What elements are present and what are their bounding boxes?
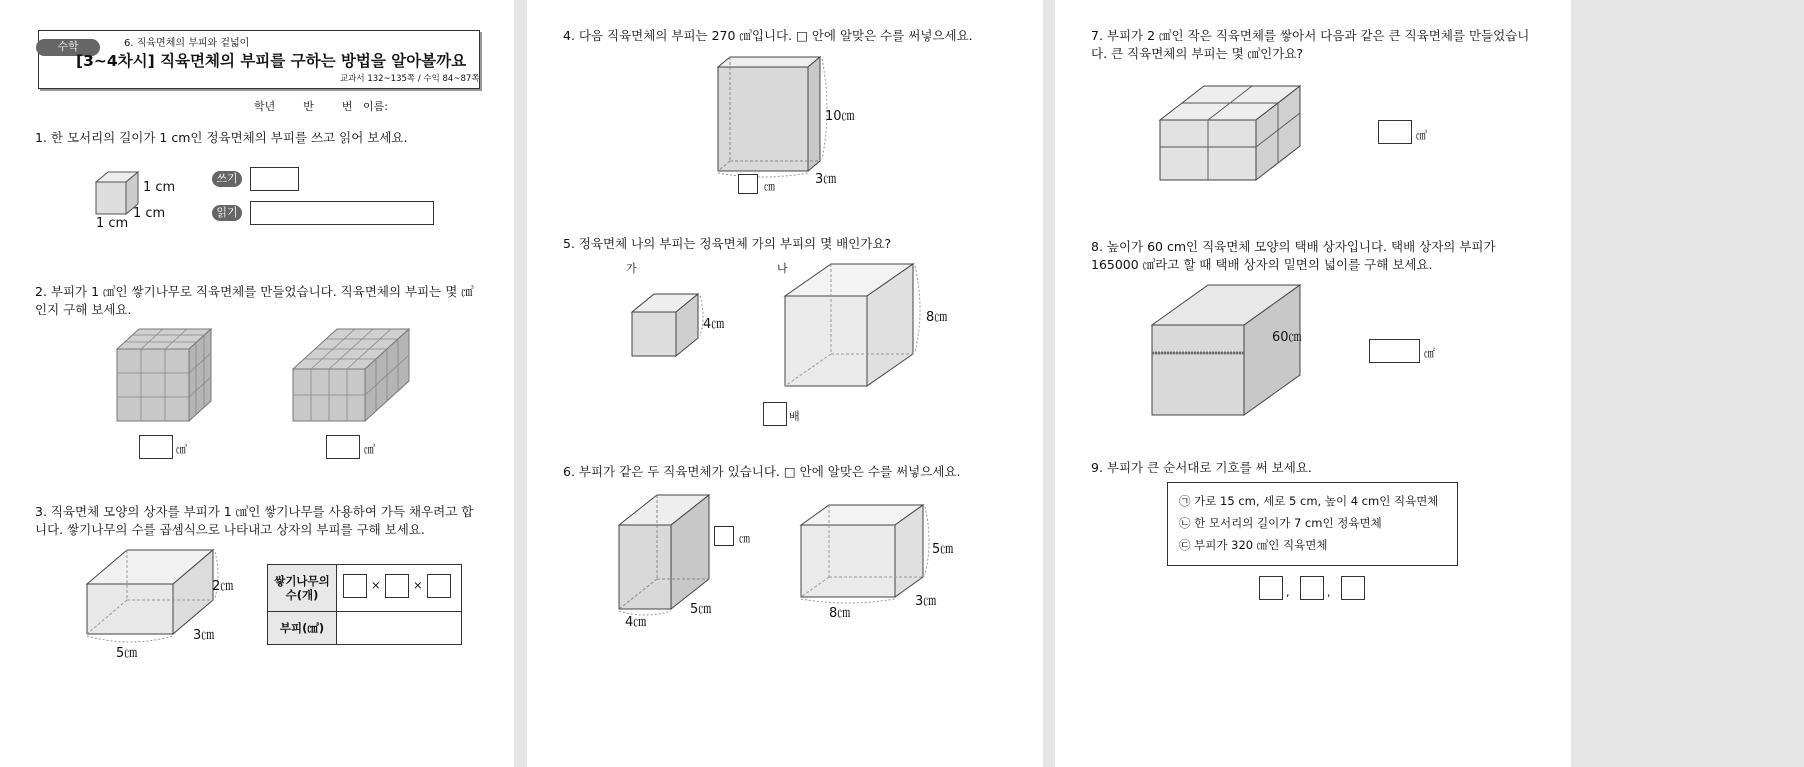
q3-row2-label: 부피(㎤) [268, 612, 337, 645]
q4-box-figure [716, 55, 834, 175]
worksheet-page-1 [0, 0, 514, 767]
q3-factor-2[interactable] [385, 574, 409, 598]
question-4-text: 4. 다음 직육면체의 부피는 270 ㎤입니다. □ 안에 알맞은 수를 써넣으세요. [563, 28, 973, 43]
q9-sep-2: , [1327, 586, 1331, 599]
q9-answer-1[interactable] [1259, 576, 1283, 600]
q6-left-dim-width: 4㎝ [625, 615, 647, 630]
question-1-text: 1. 한 모서리의 길이가 1 cm인 정육면체의 부피를 쓰고 읽어 보세요. [35, 130, 408, 145]
q3-dim-height: 2㎝ [212, 579, 234, 594]
q5-large-cube [783, 262, 917, 390]
textbook-ref: 교과서 132~135쪽 / 수익 84~87쪽 [340, 74, 480, 84]
q5-answer[interactable] [763, 402, 787, 426]
q4-unit: ㎝ [764, 180, 775, 193]
question-3-text: 3. 직육면체 모양의 상자를 부피가 1 ㎤인 쌓기나무를 사용하여 가득 채우려고 합니다. 쌓기나무의 수를 곱셈식으로 나타내고 상자의 부피를 구해 보세요. [35, 504, 474, 537]
q8-dim-height: 60㎝ [1272, 330, 1302, 345]
q9-option-2: ㉡ 한 모서리의 길이가 7 cm인 정육면체 [1179, 516, 1382, 530]
q4-answer[interactable] [738, 174, 758, 194]
q6-left-unit: ㎝ [739, 532, 750, 545]
times-sign-2: × [413, 578, 423, 592]
q9-sep-1: , [1286, 586, 1290, 599]
lesson-title: [3~4차시] 직육면체의 부피를 구하는 방법을 알아볼까요 [76, 52, 467, 70]
q3-dim-width: 5㎝ [116, 646, 138, 661]
q6-right-box [799, 503, 929, 603]
question-2-text: 2. 부피가 1 ㎤인 쌓기나무로 직육면체를 만들었습니다. 직육면체의 부피는 몇 ㎤인지 구해 보세요. [35, 284, 474, 317]
q8-unit: ㎠ [1424, 347, 1435, 360]
q9-option-3: ㉢ 부피가 320 ㎤인 직육면체 [1179, 538, 1328, 552]
q9-answer-2[interactable] [1300, 576, 1324, 600]
q6-right-dim-height: 5㎝ [932, 542, 954, 557]
q3-volume-answer[interactable] [337, 612, 462, 645]
q3-answer-table [267, 564, 462, 645]
q9-options-box [1167, 482, 1458, 566]
q8-parcel-box [1150, 283, 1302, 417]
question-6-text: 6. 부피가 같은 두 직육면체가 있습니다. □ 안에 알맞은 수를 써넣으세요. [563, 464, 961, 479]
q6-left-dim-depth: 5㎝ [690, 602, 712, 617]
q1-dim-height: 1 cm [143, 180, 176, 195]
q7-answer[interactable] [1378, 120, 1412, 144]
q3-multiplication-cell [337, 565, 462, 612]
q9-answer-3[interactable] [1341, 576, 1365, 600]
q6-left-box [617, 493, 711, 613]
read-label: 읽기 [212, 205, 242, 221]
q5-dim-a: 4㎝ [703, 317, 725, 332]
q6-right-dim-width: 8㎝ [829, 606, 851, 621]
question-8-text: 8. 높이가 60 cm인 직육면체 모양의 택배 상자입니다. 택배 상자의 부피가 165000 ㎤라고 할 때 택배 상자의 밑면의 넓이를 구해 보세요. [1091, 239, 1496, 272]
q2-block-stack-a [115, 327, 215, 425]
times-sign-1: × [371, 578, 381, 592]
q1-dim-width: 1 cm [96, 216, 129, 231]
q7-unit: ㎤ [1416, 129, 1427, 142]
q3-factor-3[interactable] [427, 574, 451, 598]
worksheet-page-3 [1055, 0, 1571, 767]
student-info: 학년 반 번 이름: [254, 100, 388, 113]
unit-title: 6. 직육면체의 부피와 겉넓이 [124, 38, 250, 49]
q4-dim-height: 10㎝ [825, 109, 855, 124]
cube-label-b: 나 [777, 262, 788, 275]
question-9-text: 9. 부피가 큰 순서대로 기호를 써 보세요. [1091, 460, 1312, 475]
q2-answer-b[interactable] [326, 435, 360, 459]
q3-row1-label: 쌓기나무의 수(개) [268, 565, 337, 612]
q8-answer[interactable] [1369, 339, 1420, 363]
question-5-text: 5. 정육면체 나의 부피는 정육면체 가의 부피의 몇 배인가요? [563, 236, 892, 251]
q2-unit-a: ㎤ [176, 443, 187, 456]
q5-small-cube [630, 292, 700, 358]
q5-dim-b: 8㎝ [926, 310, 948, 325]
q1-read-answer[interactable] [250, 201, 434, 225]
q1-write-answer[interactable] [250, 167, 299, 191]
q6-right-dim-depth: 3㎝ [915, 594, 937, 609]
q3-factor-1[interactable] [343, 574, 367, 598]
q3-dim-depth: 3㎝ [193, 628, 215, 643]
cube-label-a: 가 [626, 262, 637, 275]
write-label: 쓰기 [212, 171, 242, 187]
q2-block-stack-b [291, 327, 413, 425]
q7-stacked-box [1158, 84, 1302, 182]
q2-unit-b: ㎤ [364, 443, 375, 456]
worksheet-page-2 [527, 0, 1043, 767]
q6-answer[interactable] [714, 526, 734, 546]
q2-answer-a[interactable] [139, 435, 173, 459]
question-7-text: 7. 부피가 2 ㎤인 작은 직육면체를 쌓아서 다음과 같은 큰 직육면체를 만들었습니다. 큰 직육면체의 부피는 몇 ㎤인가요? [1091, 28, 1530, 61]
subject-tab: 수학 [36, 39, 100, 56]
q4-dim-depth: 3㎝ [815, 172, 837, 187]
q1-dim-depth: 1 cm [133, 206, 166, 221]
q9-option-1: ㉠ 가로 15 cm, 세로 5 cm, 높이 4 cm인 직육면체 [1179, 494, 1439, 508]
q5-unit: 배 [789, 410, 800, 423]
